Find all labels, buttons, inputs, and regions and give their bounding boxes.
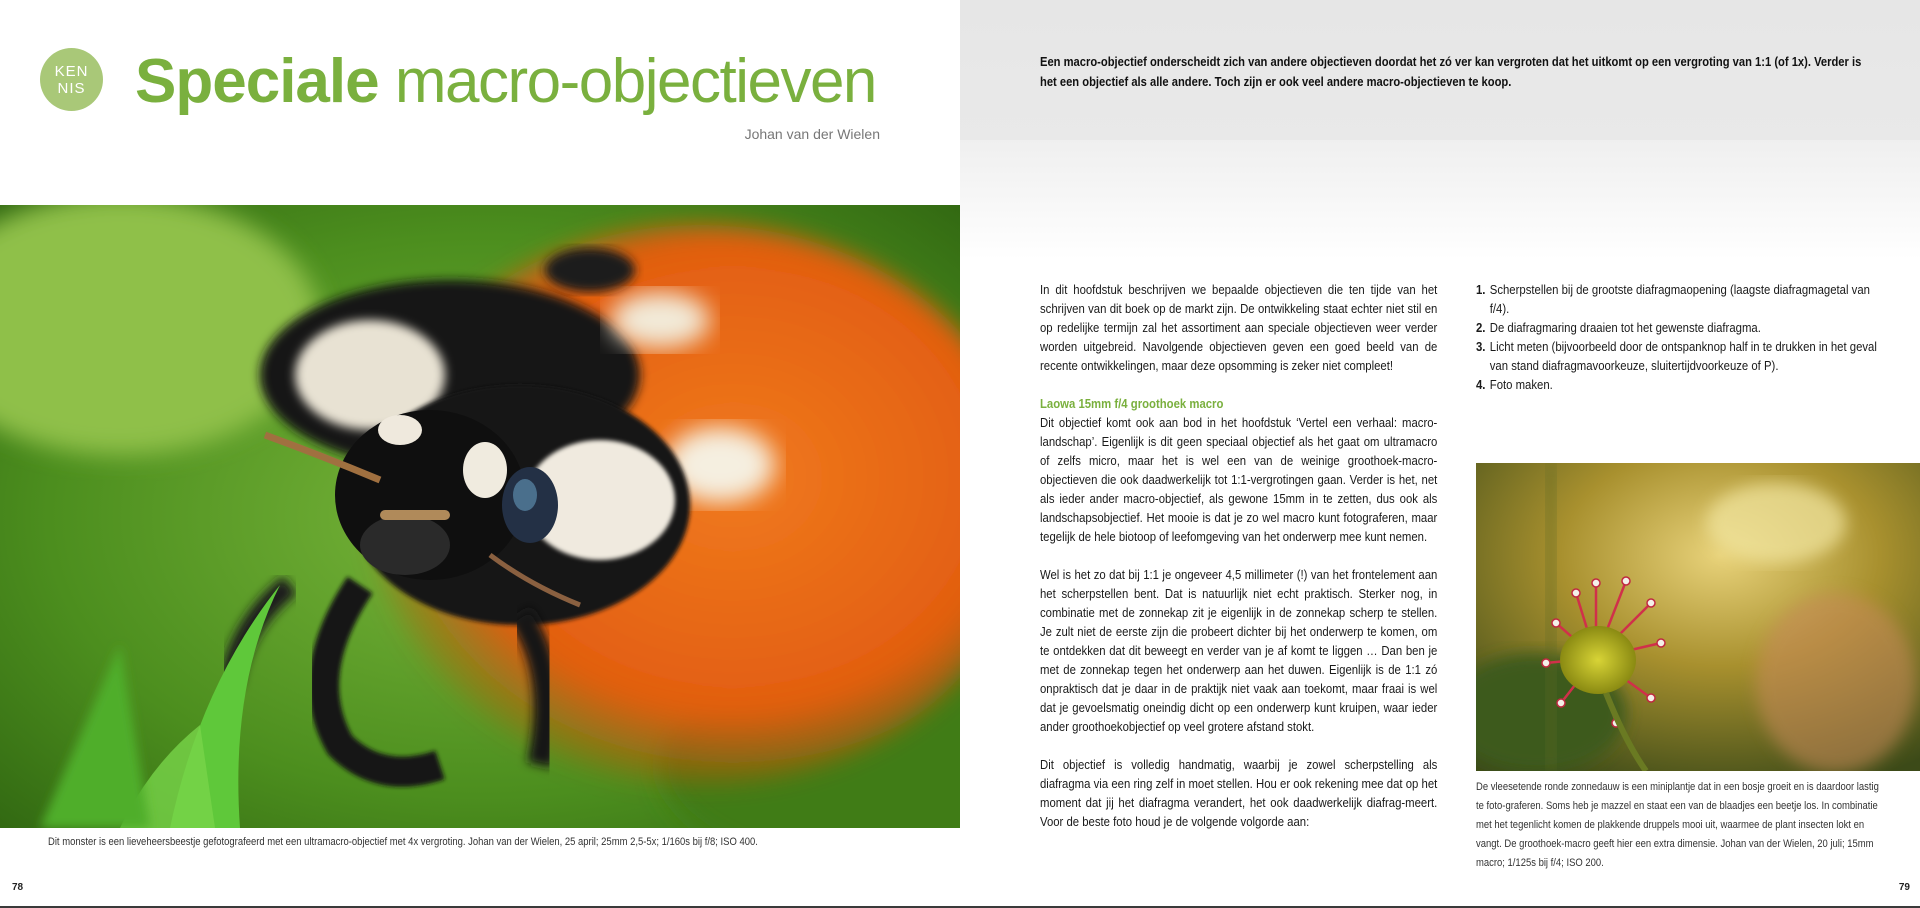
intro-text: Een macro-objectief onderscheidt zich van andere objectieven doordat het zó ver kan vergroten dat het uitkomt op een vergroting van 1:1 (of 1x). Verder is het een objectief als alle andere. Toch zijn er ook veel andere macro-objectieven te koop. [1040,54,1862,89]
step-number: 3. [1476,339,1486,354]
body-paragraph-2: Dit objectief komt ook aan bod in het hoofdstuk ‘Vertel een verhaal: macro-landschap’. Eigenlijk is dit geen speciaal objectief als het gaat om ultramacro of zelfs micro, maar het is wel een van de weinige groothoek-macro-objectieven die ook daadwerkelijk tot 1:1-vergrotingen gaan. Verder is het, net als ieder ander macro-objectief, als gewone 15mm in te zetten, dus ook als landschapsobjectief. Het mooie is dat je zo wel macro kunt fotograferen, maar tegelijk de hele biotoop of leefomgeving van het onderwerp mee kunt nemen. [1040,415,1438,544]
author-name: Johan van der Wielen [744,126,880,142]
sundew-illustration [1476,463,1920,771]
body-paragraph-4: Dit objectief is volledig handmatig, waarbij je zowel scherpstelling als diafragma via een ring zelf in moet stellen. Hou er ook rekening mee dat op het moment dat jij het diafragma verandert, het ook daadwerkelijk diafrag-meert. Voor de beste foto houd je de volgende volgorde aan: [1040,757,1438,829]
step-text: Foto maken. [1489,377,1553,392]
laowa-section [1040,394,1437,546]
step-item [1476,375,1880,394]
ladybug-photo [0,205,960,828]
ladybug-illustration [0,205,960,828]
sundew-photo-caption: De vleesetende ronde zonnedauw is een miniplantje dat in een bosje groeit en is daardoor lastig te foto-graferen. Soms heb je mazzel en staat een van de blaadjes een beetje los. In combinatie met het tegenlicht komen de plakkende druppels mooi uit, waarmee de plant insecten lokt en vangt. De groothoek-macro geeft hier een extra dimensie. Johan van der Wielen, 20 juli; 15mm macro; 1/125s bij f/4; ISO 200. [1476,781,1879,869]
kennis-badge [40,48,103,111]
badge-line-1: KEN [54,62,89,80]
step-item [1476,318,1880,337]
page-number-right: 79 [1898,882,1910,893]
body-column-2 [1476,280,1880,394]
chapter-title-bold: Speciale [135,47,379,116]
step-number: 1. [1476,282,1486,297]
sundew-photo [1476,463,1920,771]
body-paragraph-1: In dit hoofdstuk beschrijven we bepaalde objectieven die ten tijde van het schrijven van dit boek op de markt zijn. De ontwikkeling staat echter niet stil en op redelijke termijn zal het assortiment aan speciale objectieven weer verder worden uitgebreid. Navolgende objectieven geven een goed beeld van de recente ontwikkelingen, maar deze opsomming is zeker niet compleet! [1040,282,1438,373]
ladybug-photo-caption: Dit monster is een lieveheersbeestje gefotografeerd met een ultramacro-objectief met 4x vergroting. Johan van der Wielen, 25 april; 25mm 2,5-5x; 1/160s bij f/8; ISO 400. [48,836,758,848]
steps-list [1476,280,1880,394]
section-subheading: Laowa 15mm f/4 groothoek macro [1040,396,1224,411]
step-item [1476,280,1880,318]
step-text: De diafragmaring draaien tot het gewenste diafragma. [1489,320,1761,335]
step-number: 2. [1476,320,1486,335]
body-paragraph-3: Wel is het zo dat bij 1:1 je ongeveer 4,5 millimeter (!) van het frontelement aan het scherpstellen bent. Dat is natuurlijk niet echt praktisch. Sterker nog, in combinatie met de zonnekap zit je eigenlijk in de zonnekap scherp te stellen. Je zult niet de eerste zijn die probeert dichter bij het onderwerp te komen, om te ontdekken dat dit beweegt en verder van je af komt te liggen … Dan ben je met de zonnekap tegen het onderwerp aan het duwen. Eigenlijk is de 1:1 zó onpraktisch dat je daar in de praktijk niet vaak aan toekomt, maar fraai is wel dat je gevoelsmatig oneindig dicht op een onderwerp kunt kruipen, waar ieder ander groothoekobjectief op veel grotere afstand stokt. [1040,567,1438,734]
page-number-left: 78 [12,882,24,893]
chapter-title [135,42,876,122]
intro-band-fade [960,140,1920,260]
right-page [960,0,1920,908]
step-item [1476,337,1880,375]
step-text: Scherpstellen bij de grootste diafragmaopening (laagste diafragmagetal van f/4). [1489,282,1870,316]
badge-line-2: NIS [57,79,86,97]
step-number: 4. [1476,377,1486,392]
chapter-title-light: macro-objectieven [394,47,876,116]
step-text: Licht meten (bijvoorbeeld door de ontspanknop half in te drukken in het geval van stand diafragmavoorkeuze, sluitertijdvoorkeuze of P). [1489,339,1877,373]
body-column-1 [1040,280,1437,850]
